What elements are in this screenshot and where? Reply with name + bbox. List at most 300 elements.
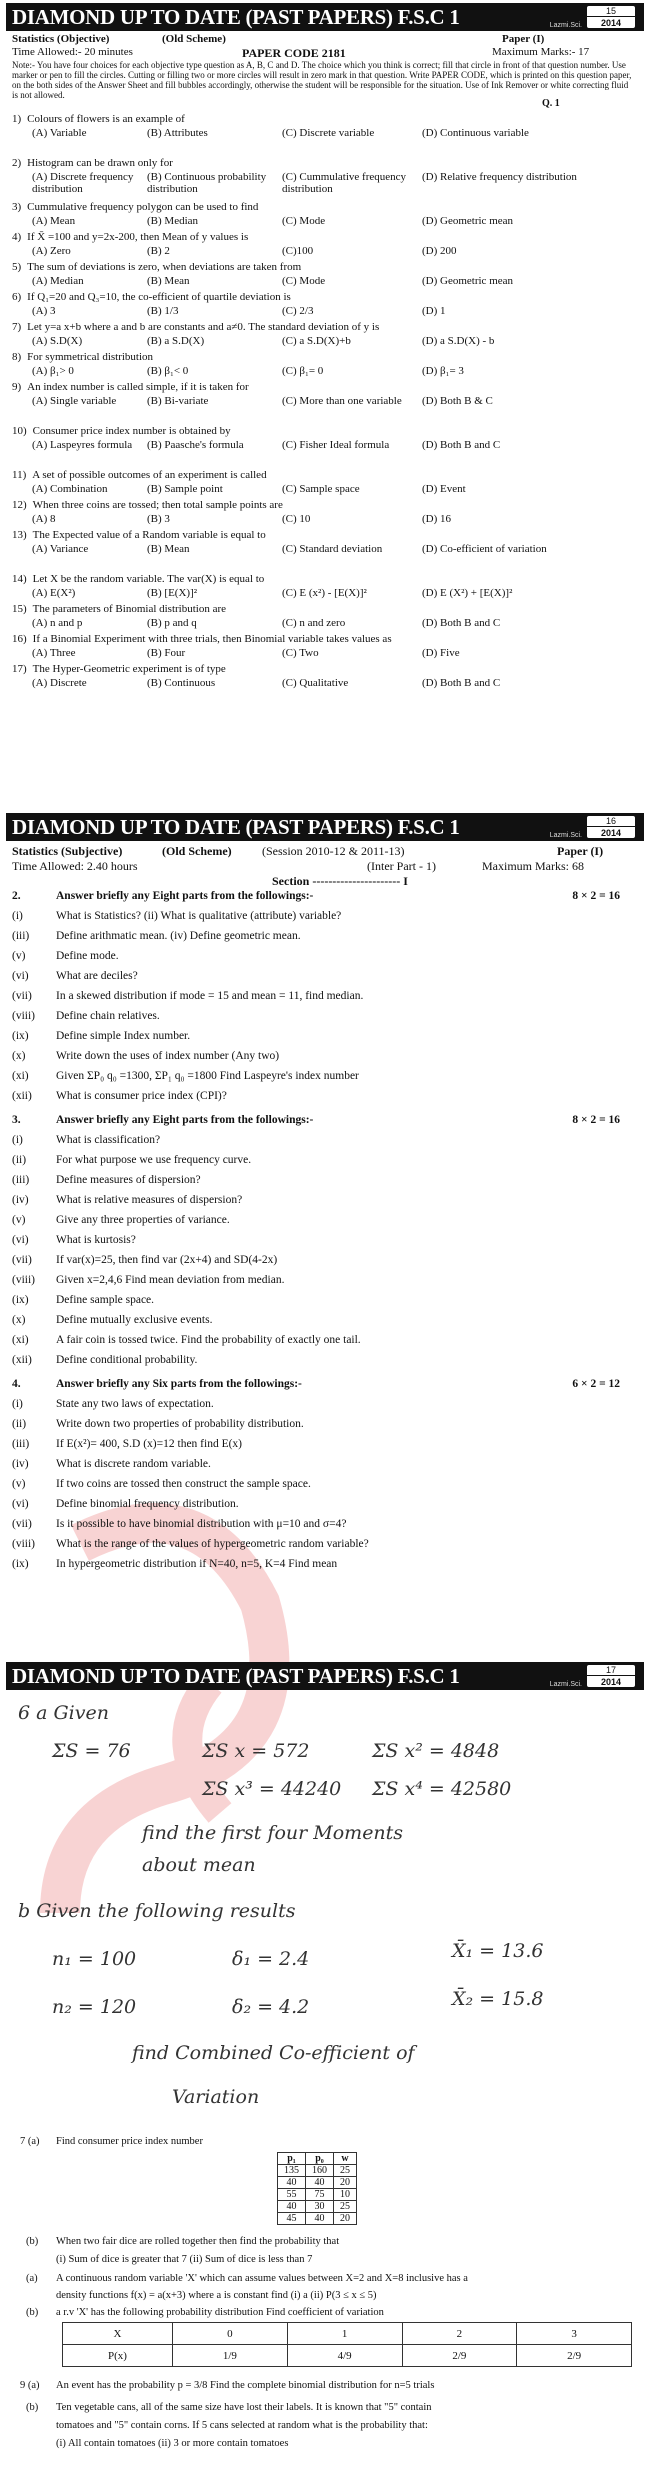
mcq-options	[12, 647, 638, 661]
mcq-option: (D) Geometric mean	[422, 275, 514, 287]
part-text: What are deciles?	[56, 970, 138, 982]
short-question	[12, 1458, 638, 1478]
short-question	[12, 910, 638, 930]
short-question	[12, 1478, 638, 1498]
mcq-text: Let y=a x+b where a and b are constants and a≠0. The standard deviation of y is	[27, 321, 380, 333]
short-question	[12, 930, 638, 950]
mcq-item	[12, 425, 638, 467]
q7b-num: (b)	[26, 2236, 39, 2247]
short-question	[12, 1194, 638, 1214]
mcq-option: (C) 10	[282, 513, 311, 525]
objective-questions	[12, 113, 638, 691]
mcq-option: (C) 2/3	[282, 305, 314, 317]
table-cell: 40	[306, 2177, 334, 2189]
part-text: Define binomial frequency distribution.	[56, 1498, 239, 1510]
mcq-option: (B) Mean	[147, 275, 190, 287]
mcq-number: 16)	[12, 633, 27, 645]
part-label: (ix)	[12, 1558, 29, 1570]
mcq-option: (B) Attributes	[147, 127, 208, 139]
mcq-item	[12, 113, 638, 155]
table-row	[278, 2201, 357, 2213]
part-label: (xi)	[12, 1070, 29, 1082]
part-label: (xii)	[12, 1354, 32, 1366]
mcq-text: The Expected value of a Random variable is equal to	[32, 529, 266, 541]
hw-sum-fx: ΣS x = 572	[202, 1740, 310, 1762]
part-label: (vi)	[12, 1498, 29, 1510]
short-question	[12, 1354, 638, 1374]
question-heading	[12, 1114, 638, 1134]
cpi-header: p₁	[278, 2153, 306, 2165]
page-number: 15	[587, 6, 635, 17]
part-label: (x)	[12, 1314, 26, 1326]
mcq-number: 15)	[12, 603, 27, 615]
mcq-options	[12, 275, 638, 289]
page-number-box	[586, 815, 636, 839]
mcq-text: An index number is called simple, if it is taken for	[27, 381, 249, 393]
mcq-option: (D) Co-efficient of variation	[422, 543, 547, 555]
page-year: 2014	[600, 828, 622, 838]
short-question	[12, 1294, 638, 1314]
mcq-options	[12, 245, 638, 259]
short-question	[12, 1234, 638, 1254]
question-number: 4.	[12, 1378, 21, 1390]
rv-p-value: 2/9	[402, 2345, 517, 2367]
sub-part: (Inter Part - 1)	[367, 859, 436, 873]
table-cell: 55	[278, 2189, 306, 2201]
page-year: 2014	[600, 18, 622, 28]
mcq-option: (D) E (X²) + [E(X)]²	[422, 587, 513, 599]
objective-section	[12, 33, 638, 813]
short-question	[12, 1134, 638, 1154]
mcq-options	[12, 543, 638, 571]
hw-sum-fx4: ΣS x⁴ = 42580	[372, 1778, 512, 1800]
mcq-options	[12, 305, 638, 319]
mcq-option: (C) Mode	[282, 275, 326, 287]
mcq-question	[12, 231, 638, 245]
table-cell: 160	[306, 2165, 334, 2177]
rv-header-p: P(x)	[63, 2345, 173, 2367]
mcq-option: (A) Discrete frequency distribution	[32, 171, 134, 195]
rv-table	[62, 2322, 632, 2367]
mcq-option: (A) Laspeyres formula	[32, 439, 133, 451]
mcq-item	[12, 603, 638, 631]
table-row	[278, 2189, 357, 2201]
question-instruction: Answer briefly any Six parts from the followings:-	[56, 1378, 302, 1390]
part-label: (xi)	[12, 1334, 29, 1346]
banner-brand: Lazmi.Sci.	[549, 1681, 582, 1688]
short-question	[12, 950, 638, 970]
mcq-text: If a Binomial Experiment with three trials, then Binomial variable takes values as	[32, 633, 392, 645]
mcq-option: (D) Both B & C	[422, 395, 493, 407]
mcq-option: (D) Both B and C	[422, 439, 501, 451]
section-label: Section ---------------------- I	[272, 874, 408, 888]
q9a-num: 9 (a)	[20, 2380, 40, 2391]
banner-brand: Lazmi.Sci.	[549, 832, 582, 839]
q7a-text: Find consumer price index number	[56, 2136, 203, 2147]
rv-p-value: 2/9	[517, 2345, 632, 2367]
mcq-option: (A) Mean	[32, 215, 76, 227]
mcq-option: (B) 2	[147, 245, 170, 257]
rv-x-value: 0	[173, 2323, 288, 2345]
table-cell: 40	[278, 2177, 306, 2189]
q7b-parts: (i) Sum of dice is greater that 7 (ii) Sum of dice is less than 7	[56, 2254, 313, 2265]
mcq-text: Cummulative frequency polygon can be used to find	[27, 201, 259, 213]
rv-p-value: 4/9	[287, 2345, 402, 2367]
mcq-option: (D) 16	[422, 513, 452, 525]
mcq-text: Colours of flowers is an example of	[27, 113, 185, 125]
mcq-option: (A) Zero	[32, 245, 71, 257]
mcq-item	[12, 381, 638, 423]
hw-find-moments: find the first four Moments	[142, 1822, 404, 1844]
short-question	[12, 990, 638, 1010]
mcq-item	[12, 261, 638, 289]
hw-sum-fx3: ΣS x³ = 44240	[202, 1778, 342, 1800]
part-text: What is classification?	[56, 1134, 161, 1146]
hw-n1: n₁ = 100	[52, 1948, 137, 1970]
mcq-text: If X̄ =100 and y=2x-200, then Mean of y values is	[27, 231, 249, 243]
mcq-text: The parameters of Binomial distribution are	[32, 603, 227, 615]
mcq-question	[12, 529, 638, 543]
hw-s2: δ₂ = 4.2	[232, 1996, 310, 2018]
mcq-option: (C) Fisher Ideal formula	[282, 439, 390, 451]
short-question	[12, 1174, 638, 1194]
part-label: (ix)	[12, 1294, 29, 1306]
mcq-text: The sum of deviations is zero, when deviations are taken from	[27, 261, 302, 273]
part-text: Define arithmatic mean. (iv) Define geometric mean.	[56, 930, 301, 942]
mcq-option: (D) Both B and C	[422, 617, 501, 629]
obj-max-marks: Maximum Marks:- 17	[492, 46, 590, 58]
part-text: What is kurtosis?	[56, 1234, 136, 1246]
mcq-number: 3)	[12, 201, 22, 213]
part-text: If E(x²)= 400, S.D (x)=12 then find E(x)	[56, 1438, 243, 1450]
mcq-text: Let X be the random variable. The var(X) is equal to	[32, 573, 265, 585]
mcq-option: (B) p and q	[147, 617, 197, 629]
mcq-number: 9)	[12, 381, 22, 393]
part-label: (viii)	[12, 1538, 35, 1550]
mcq-option: (A) Combination	[32, 483, 108, 495]
page-number-box	[586, 5, 636, 29]
short-question	[12, 1518, 638, 1538]
part-text: In hypergeometric distribution if N=40, n=5, K=4 Find mean	[56, 1558, 338, 1570]
part-label: (v)	[12, 950, 26, 962]
banner-title: DIAMOND UP TO DATE (PAST PAPERS) F.S.C 1	[12, 1663, 460, 1688]
page-number-box	[586, 1664, 636, 1688]
mcq-option: (B) 1/3	[147, 305, 179, 317]
mcq-number: 11)	[12, 469, 27, 481]
part-label: (vii)	[12, 1254, 32, 1266]
part-label: (viii)	[12, 1274, 35, 1286]
mcq-text: Histogram can be drawn only for	[27, 157, 173, 169]
mcq-number: 17)	[12, 663, 27, 675]
question-marks: 6 × 2 = 12	[572, 1378, 620, 1390]
part-text: What is consumer price index (CPI)?	[56, 1090, 227, 1102]
short-question	[12, 1010, 638, 1030]
question-marks: 8 × 2 = 16	[572, 890, 620, 902]
short-question	[12, 1418, 638, 1438]
sub-session: (Session 2010-12 & 2011-13)	[262, 844, 405, 858]
hw-x1: X̄₁ = 13.6	[452, 1940, 544, 1962]
banner-title: DIAMOND UP TO DATE (PAST PAPERS) F.S.C 1	[12, 814, 460, 839]
q9b-text-2: tomatoes and "5" contain corns. If 5 cans selected at random what is the probability that:	[56, 2420, 428, 2431]
short-question	[12, 1030, 638, 1050]
mcq-question	[12, 381, 638, 395]
mcq-number: 12)	[12, 499, 27, 511]
mcq-option: (D) Continuous variable	[422, 127, 529, 139]
hw-x2: X̄₂ = 15.8	[452, 1988, 544, 2010]
mcq-option: (A) Variable	[32, 127, 87, 139]
part-text: Write down the uses of index number (Any two)	[56, 1050, 280, 1062]
mcq-item	[12, 529, 638, 571]
banner-title: DIAMOND UP TO DATE (PAST PAPERS) F.S.C 1	[12, 4, 460, 29]
mcq-options	[12, 171, 638, 199]
hw-find-cv: find Combined Co-efficient of	[132, 2042, 415, 2064]
short-question	[12, 1538, 638, 1558]
mcq-option: (B) β₁< 0	[147, 365, 189, 377]
q9b-parts: (i) All contain tomatoes (ii) 3 or more contain tomatoes	[56, 2438, 289, 2449]
mcq-option: (C) Two	[282, 647, 319, 659]
mcq-option: (D) 200	[422, 245, 457, 257]
question-4	[12, 1378, 638, 1578]
table-row	[278, 2213, 357, 2225]
part-label: (iii)	[12, 930, 30, 942]
short-question	[12, 1334, 638, 1354]
short-question	[12, 1498, 638, 1518]
obj-paper-code: PAPER CODE 2181	[242, 46, 346, 60]
sub-time: Time Allowed: 2.40 hours	[12, 859, 138, 873]
sub-max-marks: Maximum Marks: 68	[482, 859, 584, 873]
subjective-section	[12, 844, 638, 1662]
part-text: Is it possible to have binomial distribution with μ=10 and σ=4?	[56, 1518, 347, 1530]
part-label: (iii)	[12, 1174, 30, 1186]
q8b-num: (b)	[26, 2307, 39, 2318]
mcq-options	[12, 215, 638, 229]
part-text: Define measures of dispersion?	[56, 1174, 201, 1186]
part-label: (iii)	[12, 1438, 30, 1450]
page-number: 17	[587, 1665, 635, 1676]
part-label: (ii)	[12, 1418, 27, 1430]
part-text: Define simple Index number.	[56, 1030, 191, 1042]
mcq-item	[12, 321, 638, 349]
page-banner-16	[6, 813, 644, 841]
part-text: What is the range of the values of hypergeometric random variable?	[56, 1538, 369, 1550]
mcq-text: The Hyper-Geometric experiment is of type	[32, 663, 226, 675]
table-cell: 20	[334, 2177, 357, 2189]
part-text: Write down two properties of probability distribution.	[56, 1418, 304, 1430]
short-question	[12, 1558, 638, 1578]
table-cell: 20	[334, 2213, 357, 2225]
mcq-options	[12, 439, 638, 467]
cpi-header: p₀	[306, 2153, 334, 2165]
obj-note: Note:- You have four choices for each objective type question as A, B, C and D. The choice which you think is correct; fill that circle in front of that question number. Use marker or pen to fill the circles. Cutting or filling two or more circles will result in zero mark in that question. Write PAPER CODE, which is printed on this question paper, on the both sides of the Answer Sheet and fill bubbles accordingly, otherwise the student will be responsible for the situation. Use of Ink Remover or white correcting fluid is not allowed.	[12, 60, 632, 100]
mcq-item	[12, 291, 638, 319]
mcq-number: 6)	[12, 291, 22, 303]
mcq-question	[12, 113, 638, 127]
hw-s1: δ₁ = 2.4	[232, 1948, 310, 1970]
mcq-option: (D) Event	[422, 483, 466, 495]
part-label: (iv)	[12, 1194, 29, 1206]
q9b-num: (b)	[26, 2402, 39, 2413]
mcq-number: 8)	[12, 351, 22, 363]
mcq-question	[12, 425, 638, 439]
obj-subject: Statistics (Objective)	[12, 33, 110, 45]
mcq-option: (C) n and zero	[282, 617, 346, 629]
mcq-option: (C) Discrete variable	[282, 127, 375, 139]
mcq-option: (C) Sample space	[282, 483, 360, 495]
question-2	[12, 890, 638, 1110]
mcq-option: (A) β₁> 0	[32, 365, 74, 377]
part-label: (v)	[12, 1478, 26, 1490]
mcq-options	[12, 395, 638, 423]
banner-brand: Lazmi.Sci.	[549, 22, 582, 29]
part-text: For what purpose we use frequency curve.	[56, 1154, 252, 1166]
mcq-question	[12, 351, 638, 365]
part-text: A fair coin is tossed twice. Find the probability of exactly one tail.	[56, 1334, 361, 1346]
mcq-option: (B) a S.D(X)	[147, 335, 205, 347]
hw-sum-f: ΣS = 76	[52, 1740, 131, 1762]
question-marks: 8 × 2 = 16	[572, 1114, 620, 1126]
mcq-question	[12, 663, 638, 677]
mcq-item	[12, 231, 638, 259]
mcq-option: (C) Qualitative	[282, 677, 349, 689]
mcq-item	[12, 201, 638, 229]
mcq-option: (B) Median	[147, 215, 199, 227]
part-label: (vi)	[12, 970, 29, 982]
hw-n2: n₂ = 120	[52, 1996, 137, 2018]
short-question	[12, 1274, 638, 1294]
mcq-question	[12, 603, 638, 617]
question-number: 2.	[12, 890, 21, 902]
table-cell: 40	[306, 2213, 334, 2225]
mcq-option: (C) Mode	[282, 215, 326, 227]
mcq-text: A set of possible outcomes of an experiment is called	[32, 469, 267, 481]
mcq-number: 13)	[12, 529, 27, 541]
short-question	[12, 1438, 638, 1458]
mcq-text: Consumer price index number is obtained by	[32, 425, 231, 437]
part-text: Define conditional probability.	[56, 1354, 198, 1366]
mcq-item	[12, 157, 638, 199]
part-label: (i)	[12, 910, 23, 922]
mcq-option: (A) 8	[32, 513, 56, 525]
mcq-option: (D) Geometric mean	[422, 215, 514, 227]
part-label: (vii)	[12, 990, 32, 1002]
short-question	[12, 1070, 638, 1090]
page-year: 2014	[600, 1677, 622, 1687]
part-label: (iv)	[12, 1458, 29, 1470]
table-cell: 45	[278, 2213, 306, 2225]
mcq-number: 5)	[12, 261, 22, 273]
part-label: (i)	[12, 1398, 23, 1410]
mcq-option: (B) Continuous	[147, 677, 216, 689]
short-question	[12, 1154, 638, 1174]
part-text: What is discrete random variable.	[56, 1458, 211, 1470]
part-text: Given x=2,4,6 Find mean deviation from median.	[56, 1274, 285, 1286]
part-text: Define sample space.	[56, 1294, 155, 1306]
mcq-option: (C) E (x²) - [E(X)]²	[282, 587, 367, 599]
part-text: Given ΣP₀ q₀ =1300, ΣP₁ q₀ =1800 Find Laspeyre's index number	[56, 1070, 359, 1082]
mcq-question	[12, 157, 638, 171]
mcq-options	[12, 513, 638, 527]
mcq-question	[12, 291, 638, 305]
cpi-header: w	[334, 2153, 357, 2165]
cpi-table	[277, 2152, 357, 2225]
q7b-text: When two fair dice are rolled together then find the probability that	[56, 2236, 340, 2247]
short-question	[12, 1398, 638, 1418]
mcq-number: 2)	[12, 157, 22, 169]
mcq-option: (C) Standard deviation	[282, 543, 383, 555]
mcq-text: For symmetrical distribution	[27, 351, 154, 363]
mcq-number: 4)	[12, 231, 22, 243]
hw-sum-fx2: ΣS x² = 4848	[372, 1740, 500, 1762]
question-3	[12, 1114, 638, 1374]
mcq-option: (A) S.D(X)	[32, 335, 83, 347]
table-cell: 75	[306, 2189, 334, 2201]
question-heading	[12, 890, 638, 910]
mcq-option: (D) 1	[422, 305, 446, 317]
part-label: (vii)	[12, 1518, 32, 1530]
mcq-option: (D) β₁= 3	[422, 365, 464, 377]
mcq-option: (B) Sample point	[147, 483, 223, 495]
table-cell: 25	[334, 2165, 357, 2177]
mcq-option: (B) Paasche's formula	[147, 439, 244, 451]
part-text: Define mutually exclusive events.	[56, 1314, 213, 1326]
mcq-option: (C) β₁= 0	[282, 365, 324, 377]
mcq-question	[12, 573, 638, 587]
rv-x-value: 2	[402, 2323, 517, 2345]
sub-paper: Paper (I)	[557, 844, 604, 858]
mcq-question	[12, 633, 638, 647]
mcq-option: (A) n and p	[32, 617, 83, 629]
obj-scheme: (Old Scheme)	[162, 33, 226, 45]
part-label: (xii)	[12, 1090, 32, 1102]
short-question	[12, 1254, 638, 1274]
q8a-num: (a)	[26, 2273, 38, 2284]
mcq-item	[12, 633, 638, 661]
mcq-option: (C) More than one variable	[282, 395, 402, 407]
mcq-options	[12, 617, 638, 631]
part-text: Give any three properties of variance.	[56, 1214, 230, 1226]
mcq-option: (A) Median	[32, 275, 84, 287]
mcq-item	[12, 351, 638, 379]
part-label: (i)	[12, 1134, 23, 1146]
mcq-options	[12, 483, 638, 497]
part-text: State any two laws of expectation.	[56, 1398, 214, 1410]
table-cell: 135	[278, 2165, 306, 2177]
mcq-question	[12, 469, 638, 483]
part-text: What is Statistics? (ii) What is qualitative (attribute) variable?	[56, 910, 342, 922]
table-cell: 40	[278, 2201, 306, 2213]
question-heading	[12, 1378, 638, 1398]
mcq-option: (D) Both B and C	[422, 677, 501, 689]
obj-time: Time Allowed:- 20 minutes	[12, 46, 133, 58]
mcq-option: (A) Variance	[32, 543, 89, 555]
rv-header-x: X	[63, 2323, 173, 2345]
short-question	[12, 1050, 638, 1070]
question-number: 3.	[12, 1114, 21, 1126]
part-text: What is relative measures of dispersion?	[56, 1194, 243, 1206]
table-cell: 10	[334, 2189, 357, 2201]
q8a-text: A continuous random variable 'X' which can assume values between X=2 and X=8 inclusive has a	[56, 2273, 468, 2284]
part-label: (ii)	[12, 1154, 27, 1166]
mcq-option: (A) Single variable	[32, 395, 117, 407]
rv-p-value: 1/9	[173, 2345, 288, 2367]
mcq-item	[12, 663, 638, 691]
mcq-option: (B) Bi-variate	[147, 395, 209, 407]
short-question	[12, 970, 638, 990]
sub-subject: Statistics (Subjective)	[12, 844, 123, 858]
mcq-option: (A) Three	[32, 647, 76, 659]
part-label: (x)	[12, 1050, 26, 1062]
part-label: (v)	[12, 1214, 26, 1226]
